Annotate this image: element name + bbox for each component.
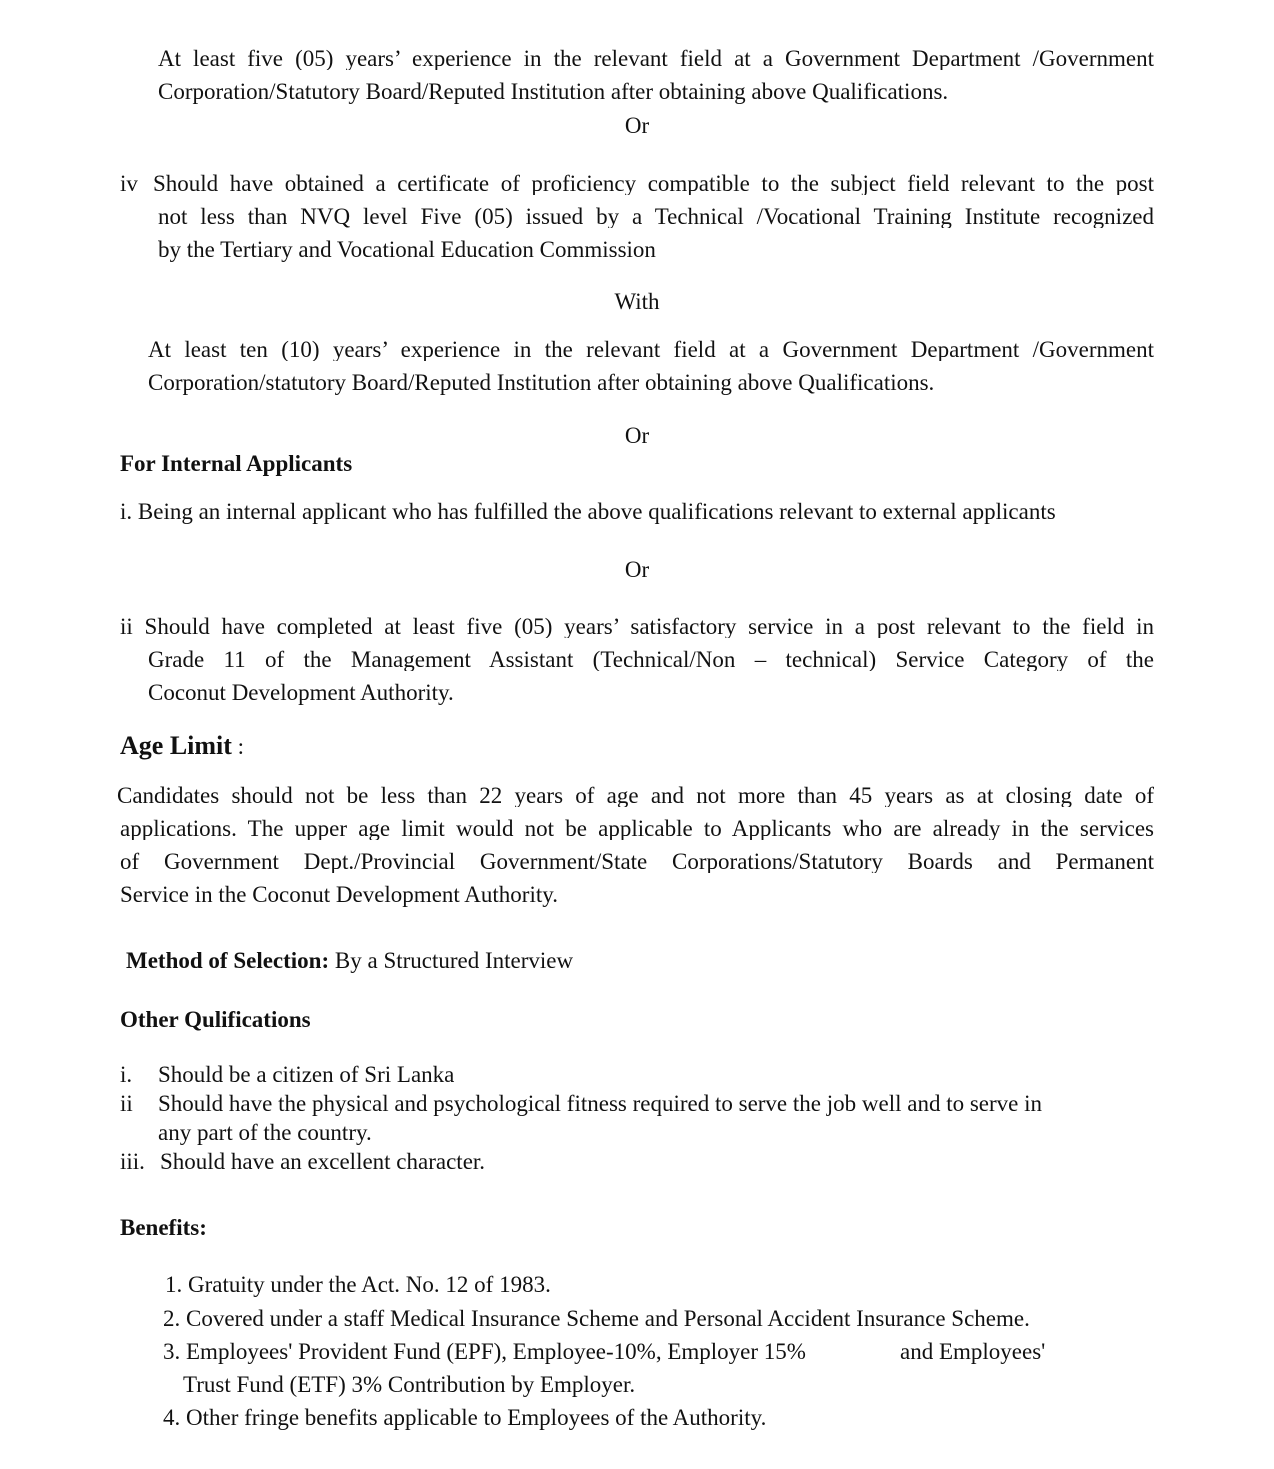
with-separator: With xyxy=(614,289,660,314)
age-limit-line-3: of Government Dept./Provincial Government/State Corporations/Statutory Boards and Permanent xyxy=(120,850,1154,873)
method-label: Method of Selection: xyxy=(126,948,330,973)
age-limit-colon: : xyxy=(231,734,245,759)
internal-applicants-heading: For Internal Applicants xyxy=(120,451,353,476)
internal-item-i: i. Being an internal applicant who has fulfilled the above qualifications relevant to external applicants xyxy=(120,499,1056,524)
other-item-1-marker: i. xyxy=(120,1062,133,1087)
benefit-3-line-1-end: and Employees' xyxy=(900,1339,1046,1364)
or-separator-1: Or xyxy=(624,113,650,138)
item-iv-line-1: Should have obtained a certificate of proficiency compatible to the subject field relevant to the post xyxy=(153,172,1154,195)
age-limit-heading: Age Limit xyxy=(120,731,232,760)
internal-item-ii-line-1: ii Should have completed at least five (05) years’ satisfactory service in a post relevant to the field in xyxy=(120,615,1154,638)
other-qualifications-heading: Other Qulifications xyxy=(120,1007,311,1032)
other-item-2-marker: ii xyxy=(120,1091,133,1116)
benefit-4: 4. Other fringe benefits applicable to Employees of the Authority. xyxy=(163,1405,767,1430)
benefit-1: 1. Gratuity under the Act. No. 12 of 1983. xyxy=(165,1272,551,1297)
other-item-2-text: Should have the physical and psychological fitness required to serve the job well and to serve in xyxy=(158,1091,1042,1116)
item-iv-line-3: by the Tertiary and Vocational Education Commission xyxy=(158,237,656,262)
benefits-heading: Benefits: xyxy=(120,1215,207,1240)
age-limit-line-2: applications. The upper age limit would not be applicable to Applicants who are already in the services xyxy=(120,817,1154,840)
other-item-3-marker: iii. xyxy=(120,1149,145,1174)
method-value: By a Structured Interview xyxy=(329,948,574,973)
benefit-2: 2. Covered under a staff Medical Insurance Scheme and Personal Accident Insurance Scheme. xyxy=(163,1306,1030,1331)
item-iv-marker: iv xyxy=(120,171,138,196)
other-item-2-continuation: any part of the country. xyxy=(158,1120,372,1145)
internal-item-ii-line-3: Coconut Development Authority. xyxy=(148,680,454,705)
or-separator-3: Or xyxy=(624,557,650,582)
age-limit-line-4: Service in the Coconut Development Authority. xyxy=(120,882,558,907)
age-limit-heading-row xyxy=(120,733,244,759)
or-separator-2: Or xyxy=(624,423,650,448)
experience-five-line-1: At least five (05) years’ experience in the relevant field at a Government Department /Government xyxy=(158,47,1154,70)
other-item-3-text: Should have an excellent character. xyxy=(160,1149,486,1174)
experience-five-line-2: Corporation/Statutory Board/Reputed Institution after obtaining above Qualifications. xyxy=(158,79,949,104)
item-iv-line-2: not less than NVQ level Five (05) issued by a Technical /Vocational Training Institute recognized xyxy=(158,205,1154,228)
method-of-selection xyxy=(126,949,573,972)
experience-ten-line-1: At least ten (10) years’ experience in the relevant field at a Government Department /Government xyxy=(148,338,1154,361)
benefit-3-line-2: Trust Fund (ETF) 3% Contribution by Employer. xyxy=(183,1372,636,1397)
benefit-3-line-1: 3. Employees' Provident Fund (EPF), Employee-10%, Employer 15% xyxy=(163,1339,806,1364)
other-item-1-text: Should be a citizen of Sri Lanka xyxy=(158,1062,455,1087)
age-limit-line-1: Candidates should not be less than 22 years of age and not more than 45 years as at closing date of xyxy=(117,784,1154,807)
internal-item-ii-line-2: Grade 11 of the Management Assistant (Technical/Non – technical) Service Category of the xyxy=(148,648,1154,671)
experience-ten-line-2: Corporation/statutory Board/Reputed Institution after obtaining above Qualifications. xyxy=(148,370,935,395)
